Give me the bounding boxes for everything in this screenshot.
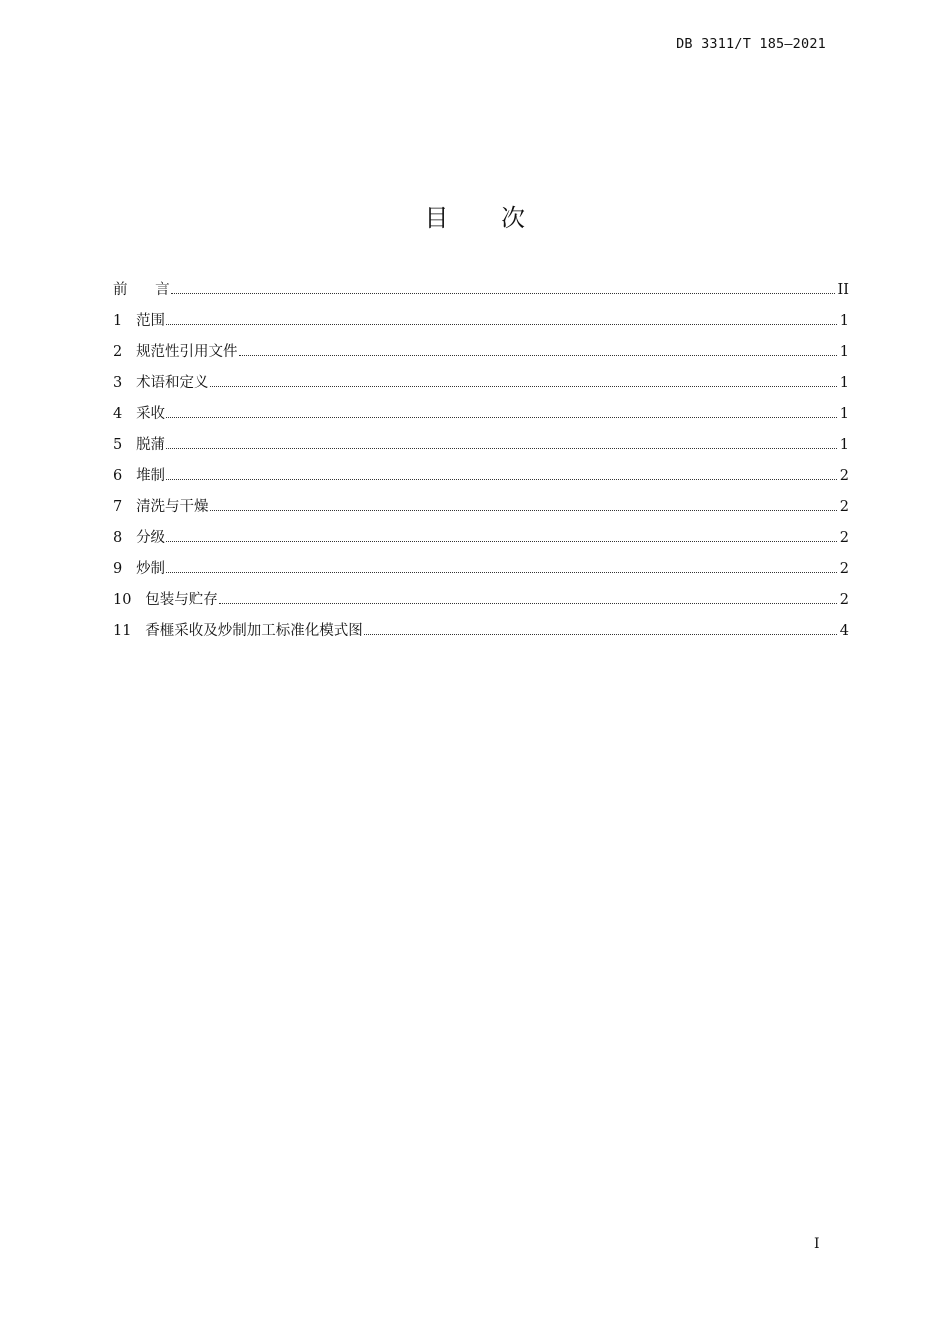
toc-entry-label: 采收 [136, 406, 166, 422]
toc-entry-number: 5 [113, 437, 137, 453]
toc-entry-normative-references[interactable] [113, 340, 849, 371]
toc-entry-page: 1 [839, 437, 849, 453]
toc-entry-terms-definitions[interactable] [113, 371, 849, 402]
toc-entry-page: 1 [839, 406, 849, 422]
toc-title-char-2: 次 [501, 204, 526, 232]
toc-entry-number: 8 [113, 530, 137, 546]
toc-entry-label: 规范性引用文件 [136, 344, 238, 360]
toc-entry-number: 1 [113, 313, 137, 329]
toc-entry-packaging-storage[interactable] [113, 588, 849, 619]
toc-entry-roasting[interactable] [113, 557, 849, 588]
toc-entry-label: 清洗与干燥 [136, 499, 209, 515]
toc-dot-leader [166, 541, 837, 542]
toc-dot-leader [166, 324, 837, 325]
toc-entry-number: 10 [113, 592, 146, 608]
toc-entry-page: 2 [839, 468, 849, 484]
toc-entry-label: 术语和定义 [136, 375, 209, 391]
toc-entry-label: 炒制 [136, 561, 166, 577]
toc-dot-leader [219, 603, 837, 604]
toc-entry-page: 1 [839, 344, 849, 360]
toc-entry-number: 7 [113, 499, 137, 515]
toc-entry-label: 言 [155, 282, 170, 298]
toc-entry-label: 脱蒲 [136, 437, 166, 453]
toc-title-char-1: 目 [424, 204, 449, 232]
toc-entry-number: 前 [113, 282, 156, 298]
toc-entry-number: 6 [113, 468, 137, 484]
toc-dot-leader [166, 479, 837, 480]
toc-entry-foreword[interactable] [113, 278, 849, 309]
toc-entry-label: 堆制 [136, 468, 166, 484]
toc-entry-piling[interactable] [113, 464, 849, 495]
toc-entry-page: 2 [839, 561, 849, 577]
toc-entry-number: 3 [113, 375, 137, 391]
toc-entry-husking[interactable] [113, 433, 849, 464]
toc-title [0, 198, 950, 233]
toc-entry-page: 1 [839, 375, 849, 391]
toc-entry-washing-drying[interactable] [113, 495, 849, 526]
toc-entry-number: 4 [113, 406, 137, 422]
page-number: I [814, 1236, 820, 1252]
toc-dot-leader [166, 572, 837, 573]
toc-entry-label: 分级 [136, 530, 166, 546]
toc-entry-page: 2 [839, 592, 849, 608]
toc-dot-leader [171, 293, 835, 294]
toc-entry-number: 11 [113, 623, 146, 639]
document-code: DB 3311/T 185—2021 [676, 36, 826, 52]
toc-entry-label: 包装与贮存 [145, 592, 218, 608]
toc-dot-leader [166, 417, 837, 418]
toc-dot-leader [210, 510, 837, 511]
toc-dot-leader [239, 355, 837, 356]
toc-dot-leader [166, 448, 837, 449]
toc-dot-leader [210, 386, 837, 387]
toc-entry-label: 范围 [136, 313, 166, 329]
toc-entry-page: 4 [839, 623, 849, 639]
toc-entry-page: 1 [839, 313, 849, 329]
toc-entry-number: 9 [113, 561, 137, 577]
toc-entry-label: 香榧采收及炒制加工标准化模式图 [145, 623, 363, 639]
toc-entry-harvesting[interactable] [113, 402, 849, 433]
toc-entry-page: 2 [839, 499, 849, 515]
toc-entry-page: 2 [839, 530, 849, 546]
toc-entry-grading[interactable] [113, 526, 849, 557]
toc-entry-process-diagram[interactable] [113, 619, 849, 650]
toc-dot-leader [364, 634, 837, 635]
toc-entry-page: II [837, 282, 849, 298]
toc-entry-number: 2 [113, 344, 137, 360]
toc-entry-scope[interactable] [113, 309, 849, 340]
table-of-contents [113, 278, 849, 650]
